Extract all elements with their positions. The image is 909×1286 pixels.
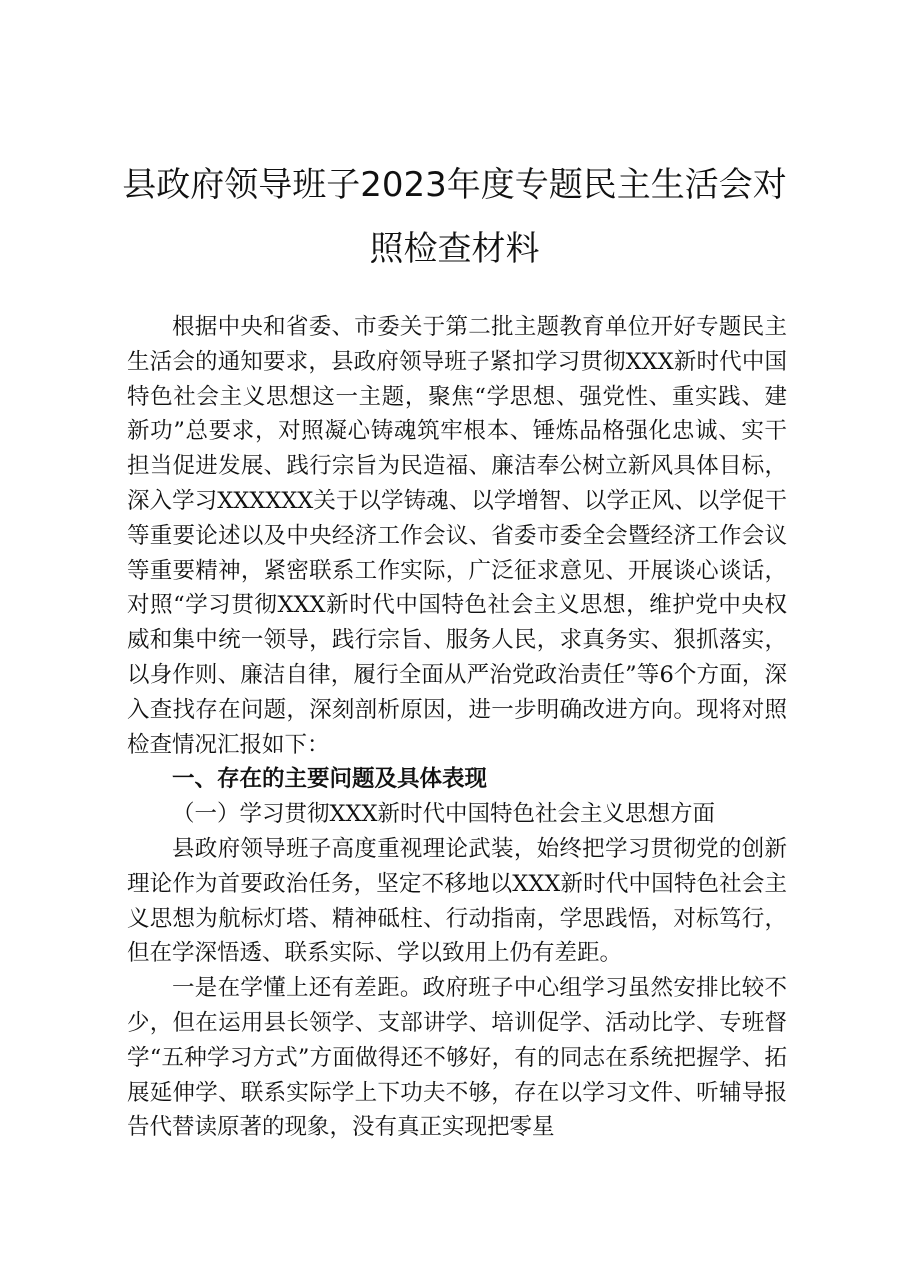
subsection-paragraph-2: 一是在学懂上还有差距。政府班子中心组学习虽然安排比较不少，但在运用县长领学、支部讲学、培训促学、活动比学、专班督学“五种学习方式”方面做得还不够好，有的同志在系统把握学、拓展延伸学、联系实际学上下功夫不够，存在以学习文件、听辅导报告代替读原著的现象，没有真正实现把零星 [127,975,787,1141]
subsection-paragraph-1: 县政府领导班子高度重视理论武装，始终把学习贯彻党的创新理论作为首要政治任务，坚定不移地以XXX新时代中国特色社会主义思想为航标灯塔、精神砥柱、行动指南，学思践悟，对标笃行，但在学深悟透、联系实际、学以致用上仍有差距。 [127,835,787,967]
document-body [127,310,787,1145]
document-title-line-2: 照检查材料 [369,229,540,269]
section-heading-1: 一、存在的主要问题及具体表现 [172,766,488,793]
subsection-heading-1: （一）学习贯彻XXX新时代中国特色社会主义思想方面 [172,801,716,828]
intro-paragraph: 根据中央和省委、市委关于第二批主题教育单位开好专题民主生活会的通知要求，县政府领导班子紧扣学习贯彻XXX新时代中国特色社会主义思想这一主题，聚焦“学思想、强党性、重实践、建新功”总要求，对照凝心铸魂筑牢根本、锤炼品格强化忠诚、实干担当促进发展、践行宗旨为民造福、廉洁奉公树立新风具体目标，深入学习XXXXXX关于以学铸魂、以学增智、以学正风、以学促干等重要论述以及中央经济工作会议、省委市委全会暨经济工作会议等重要精神，紧密联系工作实际，广泛征求意见、开展谈心谈话，对照“学习贯彻XXX新时代中国特色社会主义思想，维护党中央权威和集中统一领导，践行宗旨、服务人民，求真务实、狠抓落实，以身作则、廉洁自律，履行全面从严治党政治责任”等6个方面，深入查找存在问题，深刻剖析原因，进一步明确改进方向。现将对照检查情况汇报如下： [127,314,787,758]
document-title-line-1: 县政府领导班子2023年度专题民主生活会对 [122,165,787,205]
